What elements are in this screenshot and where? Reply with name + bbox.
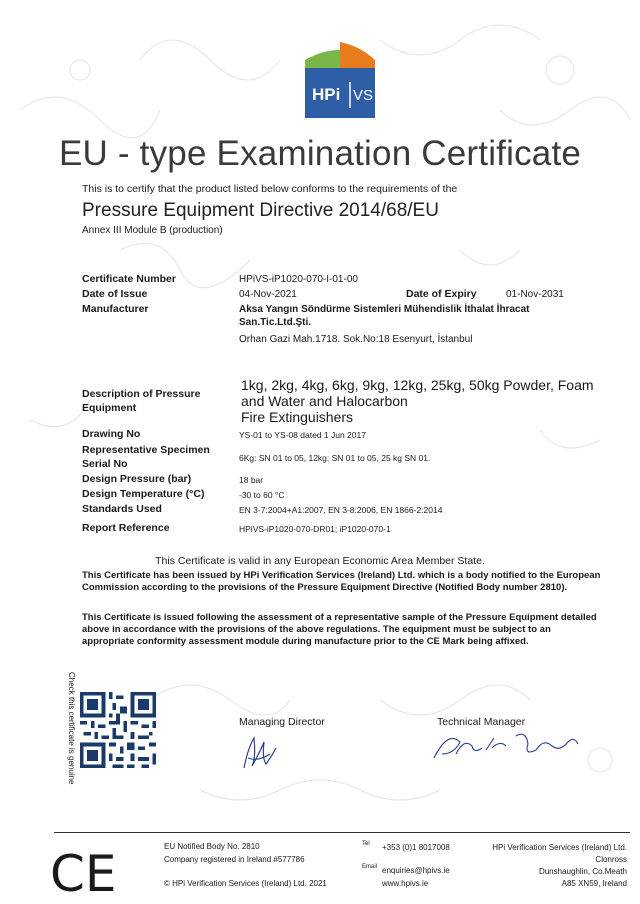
report-reference-value: HPiVS-iP1020-070-DR01; iP1020-070-1 xyxy=(239,524,391,534)
tel-label: Tel xyxy=(362,841,370,847)
design-temperature-value: -30 to 60 °C xyxy=(239,490,285,500)
hpivs-logo xyxy=(300,38,380,118)
certificate-title: EU - type Examination Certificate xyxy=(58,134,582,173)
manufacturer-address: Orhan Gazi Mah.1718. Sok.No:18 Esenyurt, İstanbul xyxy=(239,334,473,345)
specimen-label-line1: Representative Specimen xyxy=(82,444,210,456)
manufacturer-name-line1: Aksa Yangın Söndürme Sistemleri Mühendislik İthalat İhracat xyxy=(239,304,530,315)
email-address[interactable]: enquiries@hpivs.ie xyxy=(382,866,450,875)
specimen-value: 6Kg: SN 01 to 05, 12kg: SN 01 to 05, 25 kg SN 01. xyxy=(239,453,431,463)
standards-label: Standards Used xyxy=(82,503,162,515)
certificate-number-value: HPiVS-iP1020-070-I-01-00 xyxy=(239,274,358,285)
telephone-number[interactable]: +353 (0)1 8017008 xyxy=(382,843,450,852)
technical-manager-signature xyxy=(428,724,588,766)
specimen-label-line2: Serial No xyxy=(82,458,128,470)
description-label-line2: Equipment xyxy=(82,402,137,414)
description-label-line1: Description of Pressure xyxy=(82,388,201,400)
description-value-line2: and Water and Halocarbon xyxy=(241,393,408,409)
footer-divider xyxy=(54,832,630,833)
report-reference-label: Report Reference xyxy=(82,522,170,534)
address-line-4: A85 XN59, Ireland xyxy=(561,879,627,888)
address-line-1: HPi Verification Services (Ireland) Ltd. xyxy=(492,843,627,852)
address-line-3: Dunshaughlin, Co.Meath xyxy=(538,867,627,876)
verification-qr-code[interactable] xyxy=(80,692,156,768)
certificate-number-label: Certificate Number xyxy=(82,273,176,285)
manufacturer-name-line2: San.Tic.Ltd.Şti. xyxy=(239,317,312,328)
description-value-line1: 1kg, 2kg, 4kg, 6kg, 9kg, 12kg, 25kg, 50kg Powder, Foam xyxy=(241,377,594,393)
design-pressure-label: Design Pressure (bar) xyxy=(82,473,192,485)
email-label: Email xyxy=(362,864,378,870)
drawing-no-label: Drawing No xyxy=(82,428,141,440)
notified-body-paragraph: This Certificate has been issued by HPi Verification Services (Ireland) Ltd. which is a body notified to the European Commission according to the provisions of the Pressure Equipment Directive (Notified Body number 2810). xyxy=(82,570,601,593)
certify-statement: This is to certify that the product listed below conforms to the requirements of the xyxy=(82,183,458,195)
date-of-expiry-label: Date of Expiry xyxy=(406,288,477,300)
notified-body-number: EU Notified Body No. 2810 xyxy=(164,842,260,851)
logo-hpi-text: HPi xyxy=(312,85,341,104)
standards-value: EN 3-7:2004+A1:2007, EN 3-8:2006, EN 1866-2:2014 xyxy=(239,505,443,515)
address-line-2: Clonross xyxy=(595,855,627,864)
date-of-issue-value: 04-Nov-2021 xyxy=(239,289,297,300)
company-registration: Company registered in Ireland #577786 xyxy=(164,855,305,864)
design-pressure-value: 18 bar xyxy=(239,475,264,485)
assessment-paragraph: This Certificate is issued following the assessment of a representative sample of the Pressure Equipment detailed above in accordance with the provisions of the above regulations. The equipment must be subject to an appropriate conformity assessment module during manufacture prior to the CE Mark being affixed. xyxy=(82,612,597,647)
logo-orange-arc xyxy=(340,42,375,68)
ce-mark: CE xyxy=(50,845,117,903)
genuine-check-note: Check this certificate is genuine xyxy=(67,672,76,785)
directive-title: Pressure Equipment Directive 2014/68/EU xyxy=(82,200,439,221)
validity-statement: This Certificate is valid in any European Economic Area Member State. xyxy=(155,555,485,567)
technical-manager-label: Technical Manager xyxy=(437,716,526,728)
managing-director-signature xyxy=(234,728,284,773)
copyright-notice: © HPi Verification Services (Ireland) Ltd. 2021 xyxy=(164,879,327,888)
manufacturer-label: Manufacturer xyxy=(82,303,149,315)
date-of-expiry-value: 01-Nov-2031 xyxy=(506,289,564,300)
design-temperature-label: Design Temperature (°C) xyxy=(82,488,205,500)
website-link[interactable]: www.hpivs.ie xyxy=(382,879,429,888)
drawing-no-value: YS-01 to YS-08 dated 1 Jun 2017 xyxy=(239,430,366,440)
logo-vs-text: VS xyxy=(353,87,374,104)
description-value xyxy=(241,377,611,425)
managing-director-label: Managing Director xyxy=(239,716,325,728)
date-of-issue-label: Date of Issue xyxy=(82,288,148,300)
description-value-line3: Fire Extinguishers xyxy=(241,409,354,425)
annex-text: Annex III Module B (production) xyxy=(82,225,223,236)
